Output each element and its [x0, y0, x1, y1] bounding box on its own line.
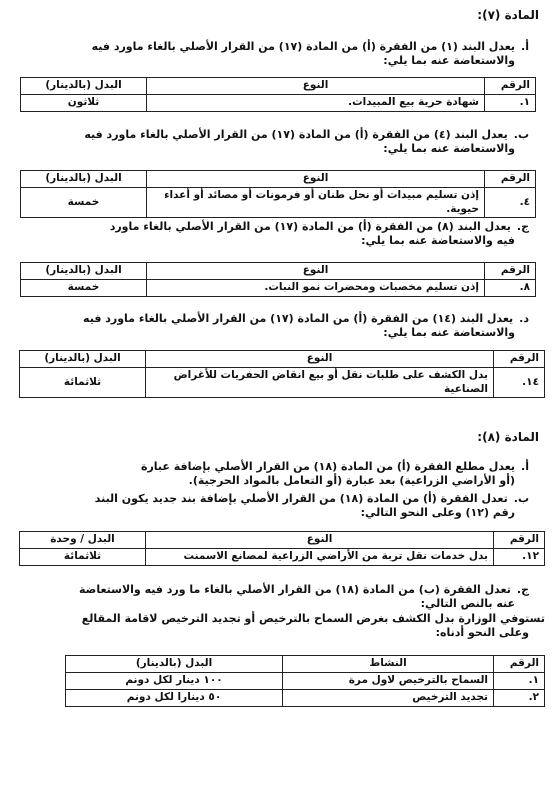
article-8-paragraph-c [59, 583, 545, 640]
cell-number: ١. [485, 95, 536, 112]
cell-fee: ثلاثمائة [20, 549, 146, 566]
paragraph-label: أ. [521, 460, 529, 473]
col-header-fee: البدل (بالدينار) [21, 78, 147, 95]
paragraph-line [59, 583, 529, 597]
article-7-paragraph-c [59, 220, 529, 249]
cell-number: ١٢. [494, 549, 545, 566]
col-header-fee: البدل (بالدينار) [66, 656, 283, 673]
col-header-type: النوع [146, 351, 494, 368]
paragraph-text: يعدل البند (٤) من الفقرة (أ) من المادة (١٧) من القرار الأصلي بالغاء ماورد فيه [84, 128, 508, 141]
cell-type: بدل خدمات نقل تربة من الأراضي الزراعية لمصانع الاسمنت [146, 549, 494, 566]
table-header-row [21, 171, 536, 188]
table-header-row [66, 656, 545, 673]
paragraph-label: د. [519, 312, 529, 325]
paragraph-line: تستوفي الوزارة بدل الكشف بغرض السماح بالترخيص أو تجديد الترخيص لاقامة المقالع [81, 611, 545, 625]
paragraph-text: يعدل البند (١) من الفقرة (أ) من المادة (١٧) من القرار الأصلي بالغاء ماورد فيه [91, 40, 516, 53]
col-header-number: الرقم [485, 171, 536, 188]
col-header-number: الرقم [494, 351, 545, 368]
paragraph-line: (أو الأراضي الزراعية) بعد عبارة (أو التعامل بالمواد الحرجية). [188, 474, 515, 488]
table-header-row [21, 263, 536, 280]
paragraph-line: فيه والاستعاضة عنه بما يلي: [361, 234, 515, 248]
paragraph-line: والاستعاضة عنه بما يلي: [383, 326, 515, 340]
cell-activity: تجديد الترخيص [283, 690, 494, 707]
paragraph-line: والاستعاضة عنه بما يلي: [383, 54, 515, 68]
fee-table-8c [65, 655, 545, 707]
col-header-fee: البدل (بالدينار) [21, 263, 147, 280]
cell-fee: ٥٠ دينارا لكل دونم [66, 690, 283, 707]
paragraph-text: تعدل الفقرة (أ) من المادة (١٨) من القرار الأصلي بإضافة بند جديد يكون البند [94, 492, 508, 505]
col-header-number: الرقم [494, 532, 545, 549]
fee-table-7c [20, 262, 536, 297]
paragraph-line [59, 40, 529, 54]
cell-type: شهادة حرية بيع المبيدات. [147, 95, 485, 112]
article-7-title: المادة (٧): [477, 8, 539, 22]
paragraph-line [59, 312, 529, 326]
table-row [21, 95, 536, 112]
table-row [21, 188, 536, 218]
cell-number: ١٤. [494, 368, 545, 398]
cell-number: ٨. [485, 280, 536, 297]
table-row [20, 549, 545, 566]
table-row [66, 690, 545, 707]
cell-fee: خمسة [21, 188, 147, 218]
paragraph-label: أ. [521, 40, 529, 53]
table-header-row [20, 532, 545, 549]
col-header-type: النوع [147, 263, 485, 280]
paragraph-text: يعدل البند (١٤) من الفقرة (أ) من المادة (١٧) من القرار الأصلي بالغاء ماورد فيه [83, 312, 514, 325]
col-header-number: الرقم [494, 656, 545, 673]
article-7-paragraph-a [59, 40, 529, 69]
cell-type: إذن تسليم مبيدات أو نحل طنان أو فرمونات أو مصائد أو أعداء حيوية. [147, 188, 485, 218]
fee-table-7b [20, 170, 536, 218]
fee-table-7d [19, 350, 545, 398]
cell-activity: السماح بالترخيص لاول مرة [283, 673, 494, 690]
table-header-row [20, 351, 545, 368]
table-row [66, 673, 545, 690]
col-header-type: النوع [146, 532, 494, 549]
paragraph-line [59, 460, 529, 474]
col-header-number: الرقم [485, 78, 536, 95]
paragraph-label: ب. [513, 128, 529, 141]
paragraph-text: يعدل مطلع الفقرة (أ) من المادة (١٨) من القرار الأصلي بإضافة عبارة [140, 460, 516, 473]
paragraph-label: ب. [513, 492, 529, 505]
article-8-title: المادة (٨): [477, 430, 539, 444]
paragraph-label: ج. [516, 583, 529, 596]
paragraph-line [59, 492, 529, 506]
article-8-paragraph-b [59, 492, 529, 521]
cell-fee: خمسة [21, 280, 147, 297]
cell-number: ٤. [485, 188, 536, 218]
article-8-paragraph-a [59, 460, 529, 489]
paragraph-label: ج. [516, 220, 529, 233]
cell-fee: ثلاثمائة [20, 368, 146, 398]
fee-table-8b [19, 531, 545, 566]
table-header-row [21, 78, 536, 95]
cell-number: ٢. [494, 690, 545, 707]
paragraph-text: يعدل البند (٨) من الفقرة (أ) من المادة (١٧) من القرار الأصلي بالغاء ماورد [109, 220, 511, 233]
cell-type: إذن تسليم مخصبات ومحضرات نمو النبات. [147, 280, 485, 297]
paragraph-line [59, 128, 529, 142]
fee-table-7a [20, 77, 536, 112]
article-7-paragraph-b [59, 128, 529, 157]
col-header-fee: البدل (بالدينار) [21, 171, 147, 188]
paragraph-line: رقم (١٢) وعلى النحو التالي: [360, 506, 515, 520]
paragraph-line: عنه بالنص التالي: [420, 597, 515, 611]
paragraph-text: تعدل الفقرة (ب) من المادة (١٨) من القرار الأصلي بالغاء ما ورد فيه والاستعاضة [79, 583, 511, 596]
col-header-type: النوع [147, 171, 485, 188]
paragraph-line: وعلى النحو أدناه: [435, 625, 529, 639]
col-header-activity: النشاط [283, 656, 494, 673]
cell-type: بدل الكشف على طلبات نقل أو بيع انقاض الحفريات للأغراض الصناعية [146, 368, 494, 398]
col-header-fee: البدل (بالدينار) [20, 351, 146, 368]
paragraph-line [59, 220, 529, 234]
cell-fee: ١٠٠ دينار لكل دونم [66, 673, 283, 690]
col-header-fee: البدل / وحدة [20, 532, 146, 549]
table-row [21, 280, 536, 297]
article-7-paragraph-d [59, 312, 529, 341]
paragraph-line: والاستعاضة عنه بما يلي: [383, 142, 515, 156]
col-header-type: النوع [147, 78, 485, 95]
cell-number: ١. [494, 673, 545, 690]
cell-fee: ثلاثون [21, 95, 147, 112]
col-header-number: الرقم [485, 263, 536, 280]
table-row [20, 368, 545, 398]
